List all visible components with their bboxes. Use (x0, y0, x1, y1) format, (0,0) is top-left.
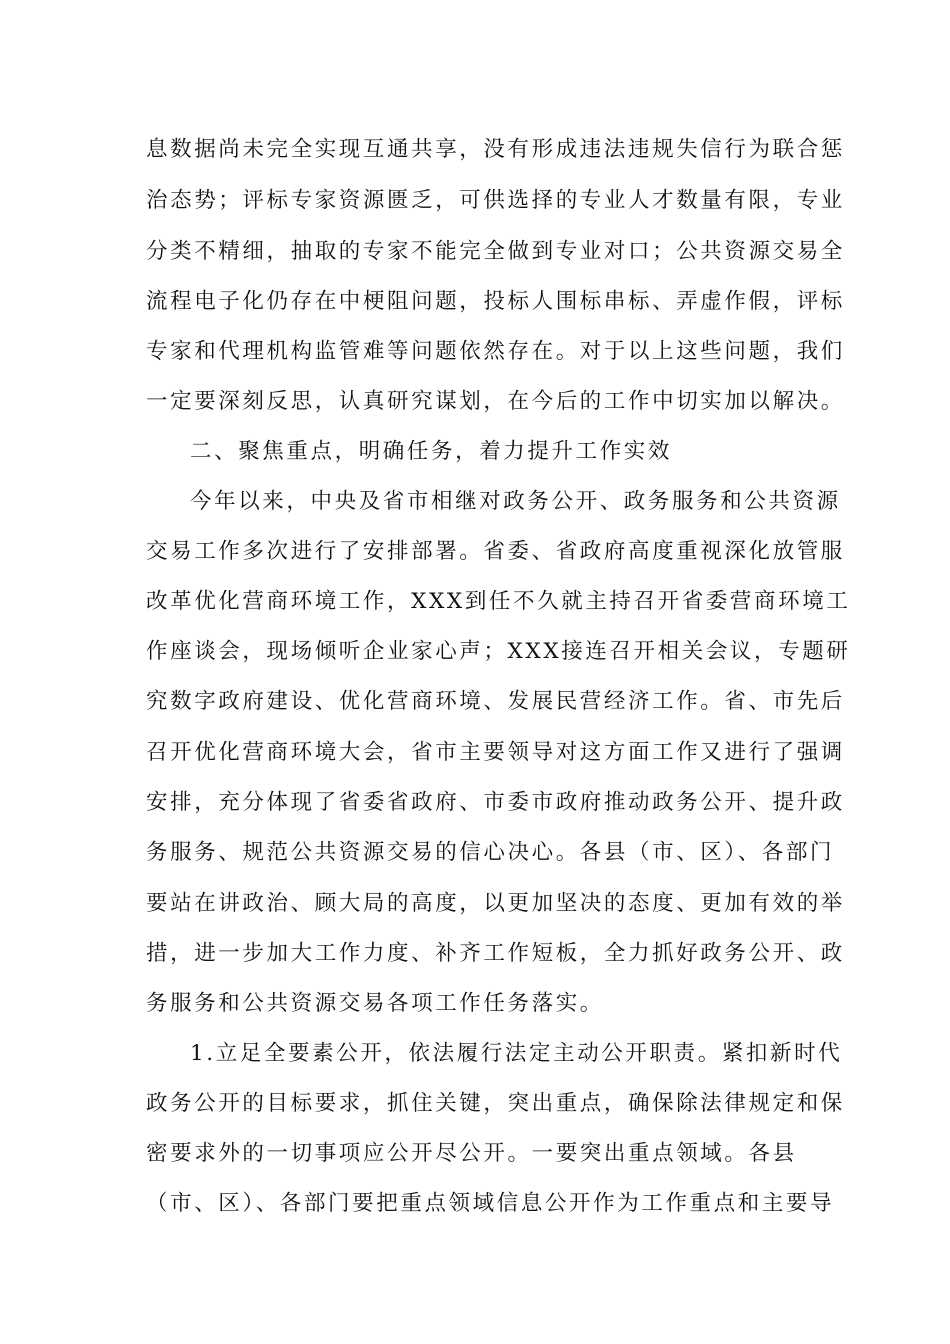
paragraph-first-line: 今年以来，中央及省市相继对政务公开、政务服务和公共资源 (190, 489, 841, 514)
body-text-line: 交易工作多次进行了安排部署。省委、省政府高度重视深化放管服 (146, 539, 845, 564)
body-text-line: 流程电子化仍存在中梗阻问题，投标人围标串标、弄虚作假，评标 (146, 289, 845, 314)
body-text-line: （市、区）、各部门要把重点领域信息公开作为工作重点和主要导 (146, 1191, 835, 1216)
body-text-line: 务服务、规范公共资源交易的信心决心。各县（市、区）、各部门 (146, 840, 835, 865)
body-text-line: 召开优化营商环境大会，省市主要领导对这方面工作又进行了强调 (146, 740, 845, 765)
section-heading: 二、聚焦重点，明确任务，着力提升工作实效 (190, 439, 673, 464)
body-text-line: 政务公开的目标要求，抓住关键，突出重点，确保除法律规定和保 (146, 1091, 845, 1116)
body-text-line: 息数据尚未完全实现互通共享，没有形成违法违规失信行为联合惩 (146, 137, 845, 162)
body-text-line: 作座谈会，现场倾听企业家心声；XXX接连召开相关会议，专题研 (146, 639, 851, 664)
body-text-line: 治态势；评标专家资源匮乏，可供选择的专业人才数量有限，专业 (146, 188, 845, 213)
body-text-line: 分类不精细，抽取的专家不能完全做到专业对口；公共资源交易全 (146, 239, 845, 264)
paragraph-first-line: 1.立足全要素公开，依法履行法定主动公开职责。紧扣新时代 (190, 1041, 843, 1066)
body-text-line: 一定要深刻反思，认真研究谋划，在今后的工作中切实加以解决。 (146, 389, 845, 414)
body-text-line: 改革优化营商环境工作，XXX到任不久就主持召开省委营商环境工 (146, 589, 851, 614)
body-text-line: 专家和代理机构监管难等问题依然存在。对于以上这些问题，我们 (146, 339, 845, 364)
body-text-line: 安排，充分体现了省委省政府、市委市政府推动政务公开、提升政 (146, 790, 845, 815)
body-text-line: 要站在讲政治、顾大局的高度，以更加坚决的态度、更加有效的举 (146, 891, 845, 916)
body-text-line: 究数字政府建设、优化营商环境、发展民营经济工作。省、市先后 (146, 689, 845, 714)
body-text-line: 务服务和公共资源交易各项工作任务落实。 (146, 991, 604, 1016)
body-text-line: 措，进一步加大工作力度、补齐工作短板，全力抓好政务公开、政 (146, 941, 845, 966)
body-text-line: 密要求外的一切事项应公开尽公开。一要突出重点领域。各县 (146, 1141, 797, 1166)
